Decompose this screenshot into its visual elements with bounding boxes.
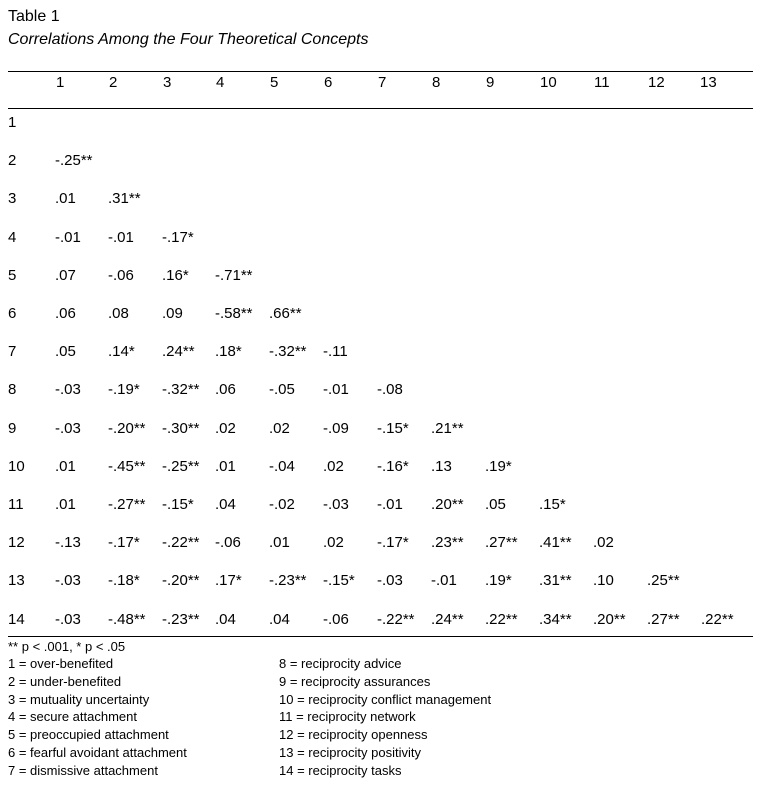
- correlation-cell: .17*: [215, 572, 242, 589]
- legend-item: 2 = under-benefited: [8, 673, 122, 689]
- legend-item: 7 = dismissive attachment: [8, 762, 158, 778]
- correlation-cell: -.01: [108, 229, 134, 246]
- row-label: 2: [8, 152, 17, 169]
- correlation-cell: .31**: [539, 572, 572, 589]
- correlation-cell: .09: [162, 305, 183, 322]
- legend-item: 1 = over-benefited: [8, 656, 114, 671]
- legend-item: 8 = reciprocity advice: [279, 656, 402, 671]
- correlation-cell: .16*: [162, 267, 189, 284]
- column-header: 2: [109, 74, 118, 91]
- correlation-cell: -.06: [215, 534, 241, 551]
- correlation-cell: -.17*: [162, 229, 194, 246]
- correlation-cell: .18*: [215, 343, 242, 360]
- correlation-cell: -.18*: [108, 572, 140, 589]
- correlation-cell: -.17*: [108, 534, 140, 551]
- correlation-cell: -.23**: [269, 572, 307, 589]
- correlation-cell: -.02: [269, 496, 295, 513]
- correlation-cell: .05: [485, 496, 506, 513]
- correlation-cell: .04: [269, 611, 290, 628]
- correlation-cell: .19*: [485, 572, 512, 589]
- correlation-cell: .21**: [431, 420, 464, 437]
- correlation-cell: .01: [55, 190, 76, 207]
- correlation-cell: .20**: [431, 496, 464, 513]
- correlation-cell: -.03: [55, 611, 81, 628]
- table-title: Correlations Among the Four Theoretical Concepts: [8, 31, 369, 48]
- correlation-cell: -.11: [323, 343, 348, 360]
- row-label: 5: [8, 267, 17, 284]
- legend-item: 3 = mutuality uncertainty: [8, 691, 150, 707]
- correlation-cell: .01: [215, 458, 236, 475]
- legend-item: 6 = fearful avoidant attachment: [8, 745, 187, 760]
- correlation-cell: .08: [108, 305, 129, 322]
- legend-item: 5 = preoccupied attachment: [8, 727, 169, 743]
- column-header: 3: [163, 74, 172, 91]
- correlation-cell: .25**: [647, 572, 680, 589]
- row-label: 1: [8, 114, 17, 131]
- correlation-cell: -.15*: [377, 420, 409, 437]
- correlation-cell: -.71**: [215, 267, 253, 284]
- correlation-cell: -.08: [377, 381, 403, 398]
- correlation-cell: -.22**: [377, 611, 415, 628]
- row-label: 8: [8, 381, 17, 398]
- correlation-cell: .06: [215, 381, 236, 398]
- correlation-cell: .02: [215, 420, 236, 437]
- column-header: 13: [700, 74, 717, 91]
- correlation-cell: -.03: [55, 381, 81, 398]
- correlation-cell: .01: [55, 458, 76, 475]
- row-label: 7: [8, 343, 17, 360]
- correlation-cell: -.15*: [323, 572, 355, 589]
- correlation-cell: .02: [323, 534, 344, 551]
- correlation-cell: -.32**: [269, 343, 307, 360]
- correlation-cell: -.13: [55, 534, 81, 551]
- correlation-cell: .10: [593, 572, 614, 589]
- correlation-cell: .15*: [539, 496, 566, 513]
- correlation-cell: -.03: [377, 572, 403, 589]
- column-header: 6: [324, 74, 333, 91]
- correlation-cell: .14*: [108, 343, 135, 360]
- correlation-cell: -.01: [55, 229, 81, 246]
- correlation-cell: .41**: [539, 534, 572, 551]
- legend-item: 10 = reciprocity conflict management: [279, 691, 492, 707]
- row-label: 9: [8, 420, 17, 437]
- correlation-cell: .04: [215, 496, 236, 513]
- correlation-cell: .31**: [108, 190, 141, 207]
- row-label: 10: [8, 458, 25, 475]
- column-header: 10: [540, 74, 557, 91]
- column-header: 12: [648, 74, 665, 91]
- row-label: 6: [8, 305, 17, 322]
- correlation-cell: -.01: [323, 381, 349, 398]
- column-header: 8: [432, 74, 441, 91]
- row-label: 14: [8, 611, 25, 628]
- correlation-cell: .07: [55, 267, 76, 284]
- correlation-cell: .02: [593, 534, 614, 551]
- correlation-cell: -.45**: [108, 458, 146, 475]
- correlation-cell: -.58**: [215, 305, 253, 322]
- correlation-cell: .01: [55, 496, 76, 513]
- correlation-cell: .06: [55, 305, 76, 322]
- correlation-cell: .02: [269, 420, 290, 437]
- correlation-cell: -.06: [108, 267, 134, 284]
- correlation-cell: -.01: [431, 572, 457, 589]
- row-label: 12: [8, 534, 25, 551]
- correlation-cell: .01: [269, 534, 290, 551]
- table-label: Table 1: [8, 8, 60, 25]
- correlation-cell: -.20**: [162, 572, 200, 589]
- correlation-cell: -.05: [269, 381, 295, 398]
- correlation-cell: .27**: [647, 611, 680, 628]
- correlation-cell: .24**: [431, 611, 464, 628]
- correlation-cell: -.30**: [162, 420, 200, 437]
- correlation-cell: -.27**: [108, 496, 146, 513]
- column-header: 4: [216, 74, 225, 91]
- correlation-cell: -.03: [55, 420, 81, 437]
- correlation-cell: -.25**: [162, 458, 200, 475]
- legend-item: 13 = reciprocity positivity: [279, 745, 421, 760]
- correlation-cell: -.25**: [55, 152, 93, 169]
- correlation-cell: -.03: [55, 572, 81, 589]
- legend-item: 9 = reciprocity assurances: [279, 673, 431, 689]
- correlation-cell: -.32**: [162, 381, 200, 398]
- row-label: 13: [8, 572, 25, 589]
- correlation-cell: -.48**: [108, 611, 146, 628]
- correlation-cell: .34**: [539, 611, 572, 628]
- correlation-cell: -.04: [269, 458, 295, 475]
- row-label: 11: [8, 496, 24, 513]
- correlation-cell: .22**: [485, 611, 518, 628]
- correlation-cell: -.20**: [108, 420, 146, 437]
- legend-item: 14 = reciprocity tasks: [279, 762, 402, 778]
- column-header: 1: [56, 74, 65, 91]
- correlation-cell: .22**: [701, 611, 734, 628]
- legend-item: 12 = reciprocity openness: [279, 727, 428, 743]
- column-header: 5: [270, 74, 279, 91]
- correlation-cell: .13: [431, 458, 452, 475]
- correlation-cell: -.16*: [377, 458, 409, 475]
- legend-item: 4 = secure attachment: [8, 709, 137, 725]
- row-label: 4: [8, 229, 17, 246]
- correlation-cell: -.17*: [377, 534, 409, 551]
- correlation-cell: .04: [215, 611, 236, 628]
- correlation-cell: .23**: [431, 534, 464, 551]
- correlation-cell: .20**: [593, 611, 626, 628]
- correlation-cell: -.09: [323, 420, 349, 437]
- column-header: 11: [594, 74, 610, 91]
- column-header: 7: [378, 74, 387, 91]
- correlation-cell: .27**: [485, 534, 518, 551]
- column-header: 9: [486, 74, 495, 91]
- correlation-cell: .66**: [269, 305, 302, 322]
- correlation-cell: -.15*: [162, 496, 194, 513]
- correlation-cell: -.23**: [162, 611, 200, 628]
- legend-item: 11 = reciprocity network: [279, 709, 416, 725]
- correlation-cell: .19*: [485, 458, 512, 475]
- correlation-cell: -.01: [377, 496, 403, 513]
- row-label: 3: [8, 190, 17, 207]
- correlation-cell: .05: [55, 343, 76, 360]
- correlation-cell: -.19*: [108, 381, 140, 398]
- correlation-cell: -.03: [323, 496, 349, 513]
- correlation-cell: -.22**: [162, 534, 200, 551]
- significance-note: ** p < .001, * p < .05: [8, 639, 126, 654]
- correlation-cell: -.06: [323, 611, 349, 628]
- correlation-cell: .24**: [162, 343, 195, 360]
- correlation-cell: .02: [323, 458, 344, 475]
